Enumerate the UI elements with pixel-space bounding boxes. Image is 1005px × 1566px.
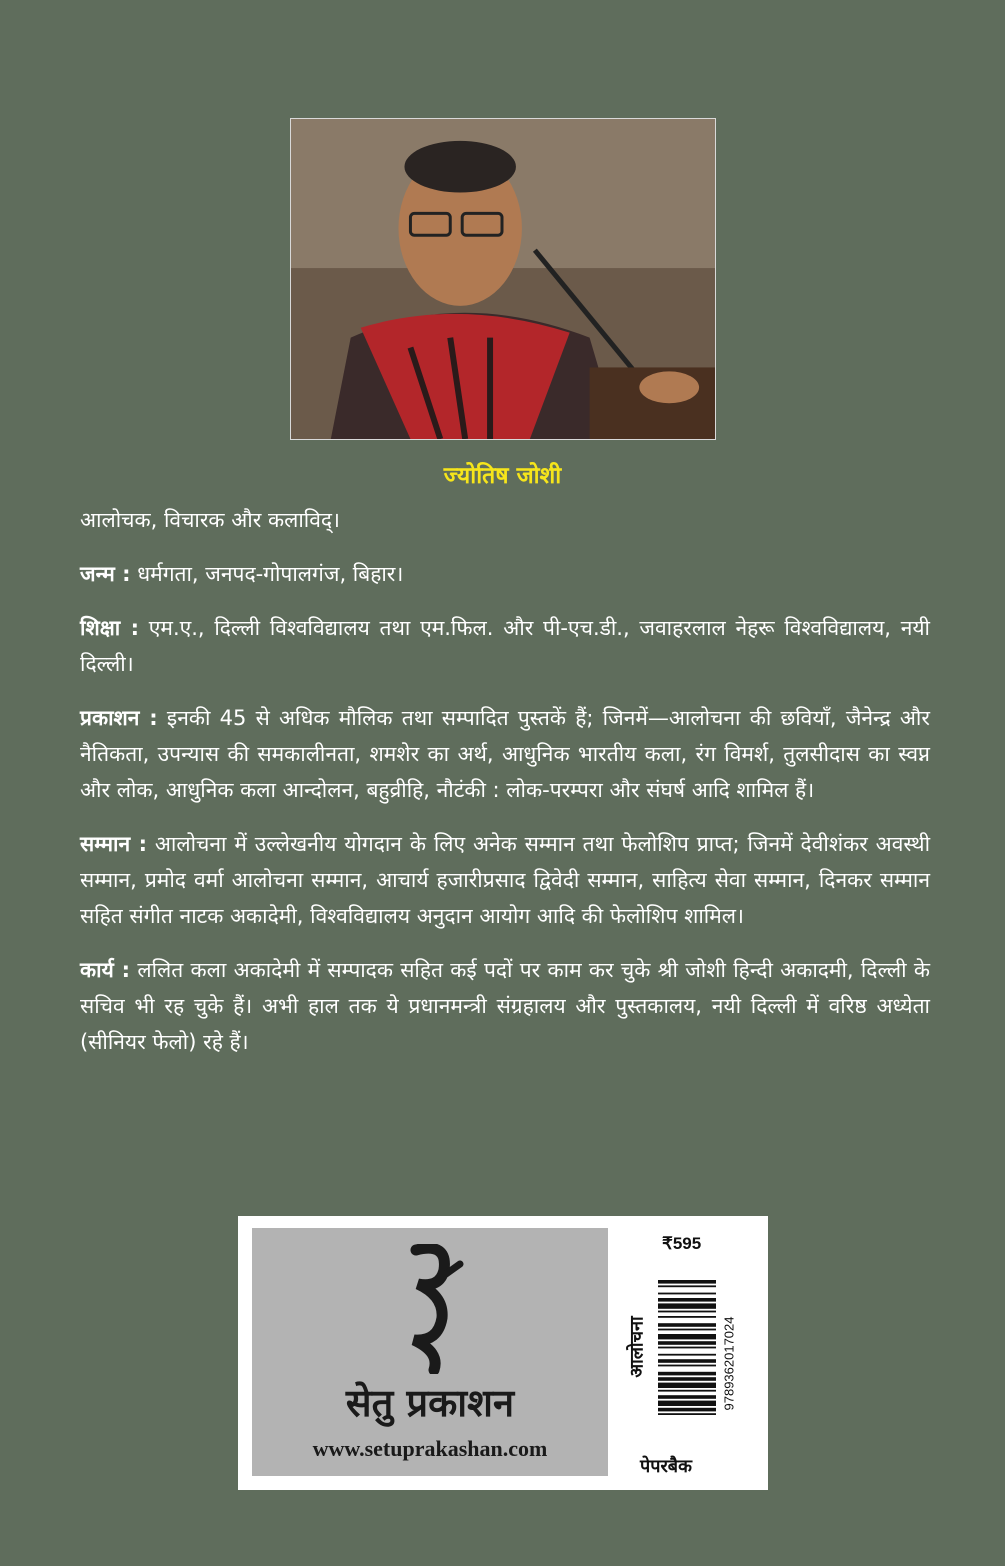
bio-education	[80, 610, 930, 682]
author-photo	[290, 118, 716, 440]
genre-text: आलोचना	[627, 1316, 648, 1378]
honours-label: सम्मान :	[80, 832, 148, 856]
barcode-stripe	[658, 1347, 716, 1349]
bio-work	[80, 952, 930, 1060]
barcode-stripe	[658, 1316, 716, 1318]
barcode-stripe	[658, 1323, 716, 1327]
publications-text: इनकी 45 से अधिक मौलिक तथा सम्पादित पुस्तकें हैं; जिनमें—आलोचना की छवियाँ, जैनेन्द्र और नैतिकता, उपन्यास की समकालीनता, शमशेर का अर्थ, आधुनिक भारतीय कला, रंग विमर्श, तुलसीदास का स्वप्न और लोक, आधुनिक कला आन्दोलन, बहुव्रीहि, नौटंकी : लोक-परम्परा और संघर्ष आदि शामिल हैं।	[80, 706, 930, 802]
work-text: ललित कला अकादेमी में सम्पादक सहित कई पदों पर काम कर चुके श्री जोशी हिन्दी अकादमी, दिल्ली के सचिव भी रह चुके हैं। अभी हाल तक ये प्रधानमन्त्री संग्रहालय और पुस्तकालय, नयी दिल्ली में वरिष्ठ अध्येता (सीनियर फेलो) रहे हैं।	[80, 958, 930, 1054]
publisher-panel	[238, 1216, 768, 1490]
barcode-stripe	[658, 1280, 716, 1284]
barcode-stripe	[658, 1359, 716, 1363]
barcode-stripe	[658, 1311, 716, 1313]
bio-publications	[80, 700, 930, 808]
author-bio	[80, 502, 930, 1078]
birth-label: जन्म :	[80, 562, 131, 586]
barcode-stripe	[658, 1401, 716, 1406]
barcode-stripe	[658, 1413, 716, 1415]
barcode-stripe	[658, 1334, 716, 1339]
barcode-stripe	[658, 1354, 716, 1356]
publisher-name: सेतु प्रकाशन	[345, 1380, 515, 1425]
barcode-stripe	[658, 1383, 716, 1388]
barcode-number	[718, 1280, 740, 1446]
barcode-stripe	[658, 1341, 716, 1345]
barcode-stripe	[658, 1298, 716, 1302]
publisher-logo-icon	[404, 1244, 464, 1374]
barcode-stripe	[658, 1372, 716, 1376]
education-text: एम.ए., दिल्ली विश्वविद्यालय तथा एम.फिल. और पी-एच.डी., जवाहरलाल नेहरू विश्वविद्यालय, नयी दिल्ली।	[80, 616, 930, 676]
barcode-stripe	[658, 1285, 716, 1287]
barcode-digits-text: 9789362017024	[721, 1316, 737, 1410]
barcode-stripe	[658, 1408, 716, 1412]
barcode-stripe	[658, 1365, 716, 1367]
barcode-stripe	[658, 1395, 716, 1399]
education-label: शिक्षा :	[80, 616, 140, 640]
barcode-stripe	[658, 1303, 716, 1308]
barcode-stripe	[658, 1377, 716, 1381]
publisher-url: www.setuprakashan.com	[312, 1436, 548, 1461]
honours-text: आलोचना में उल्लेखनीय योगदान के लिए अनेक सम्मान तथा फेलोशिप प्राप्त; जिनमें देवीशंकर अवस्थी सम्मान, प्रमोद वर्मा आलोचना सम्मान, आचार्य हजारीप्रसाद द्विवेदी सम्मान, साहित्य सेवा सम्मान, दिनकर सम्मान सहित संगीत नाटक अकादेमी, विश्वविद्यालय अनुदान आयोग आदि की फेलोशिप शामिल।	[80, 832, 931, 928]
price-label: ₹595	[662, 1234, 702, 1253]
publisher-logo-box	[252, 1228, 608, 1476]
author-name: ज्योतिष जोशी	[443, 463, 562, 489]
bio-honours	[80, 826, 930, 934]
author-photo-image	[291, 119, 715, 439]
barcode-stripe	[658, 1390, 716, 1392]
format-label: पेपरबैक	[640, 1456, 692, 1477]
barcode-stripe	[658, 1293, 716, 1295]
publications-label: प्रकाशन :	[80, 706, 158, 730]
birth-text: धर्मगता, जनपद-गोपालगंज, बिहार।	[137, 562, 404, 586]
bio-birth	[80, 556, 930, 592]
barcode-icon	[658, 1280, 716, 1446]
work-label: कार्य :	[80, 958, 131, 982]
author-tagline: आलोचक, विचारक और कलाविद्।	[80, 508, 341, 532]
genre-label	[622, 1302, 652, 1392]
barcode-stripe	[658, 1329, 716, 1331]
